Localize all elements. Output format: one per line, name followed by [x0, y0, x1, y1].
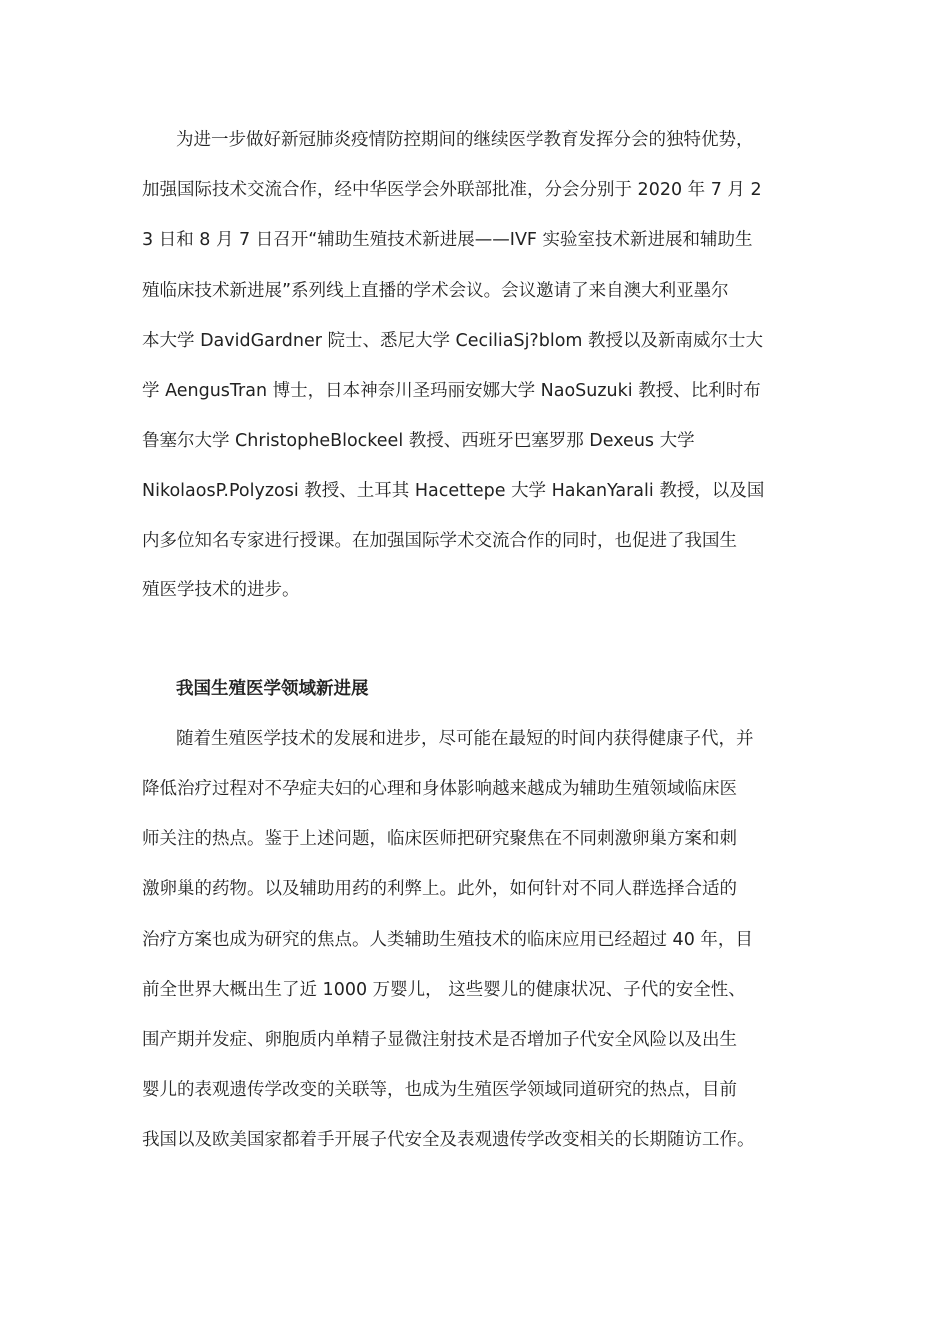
paragraph-1-line-9: 内多位知名专家进行授课。在加强国际学术交流合作的同时，也促进了我国生 — [142, 531, 737, 551]
paragraph-2-line-6: 前全世界大概出生了近 1000 万婴儿， 这些婴儿的健康状况、子代的安全性、 — [142, 980, 746, 1000]
paragraph-1-line-10: 殖医学技术的进步。 — [142, 580, 300, 600]
paragraph-1-line-2: 加强国际技术交流合作，经中华医学会外联部批准，分会分别于 2020 年 7 月 2 — [142, 180, 762, 200]
paragraph-1-line-7: 鲁塞尔大学 ChristopheBlockeel 教授、西班牙巴塞罗那 Dexeus 大学 — [142, 431, 695, 451]
section-heading: 我国生殖医学领域新进展 — [176, 679, 369, 699]
paragraph-1-line-3: 3 日和 8 月 7 日召开“辅助生殖技术新进展——IVF 实验室技术新进展和辅助生 — [142, 230, 753, 250]
paragraph-1-line-8: NikolaosP.Polyzosi 教授、土耳其 Hacettepe 大学 HakanYarali 教授，以及国 — [142, 481, 765, 501]
paragraph-1-line-1: 为进一步做好新冠肺炎疫情防控期间的继续医学教育发挥分会的独特优势， — [176, 130, 754, 150]
paragraph-2-line-9: 我国以及欧美国家都着手开展子代安全及表观遗传学改变相关的长期随访工作。 — [142, 1130, 755, 1150]
paragraph-1-line-4: 殖临床技术新进展”系列线上直播的学术会议。会议邀请了来自澳大利亚墨尔 — [142, 281, 729, 301]
paragraph-2-line-2: 降低治疗过程对不孕症夫妇的心理和身体影响越来越成为辅助生殖领域临床医 — [142, 779, 737, 799]
paragraph-2-line-3: 师关注的热点。鉴于上述问题，临床医师把研究聚焦在不同刺激卵巢方案和刺 — [142, 829, 737, 849]
paragraph-2-line-8: 婴儿的表观遗传学改变的关联等，也成为生殖医学领域同道研究的热点，目前 — [142, 1080, 737, 1100]
paragraph-2-line-1: 随着生殖医学技术的发展和进步，尽可能在最短的时间内获得健康子代，并 — [176, 729, 754, 749]
paragraph-2-line-7: 围产期并发症、卵胞质内单精子显微注射技术是否增加子代安全风险以及出生 — [142, 1030, 737, 1050]
paragraph-1-line-6: 学 AengusTran 博士，日本神奈川圣玛丽安娜大学 NaoSuzuki 教授、比利时布 — [142, 381, 761, 401]
paragraph-2-line-4: 激卵巢的药物。以及辅助用药的利弊上。此外，如何针对不同人群选择合适的 — [142, 879, 737, 899]
paragraph-1-line-5: 本大学 DavidGardner 院士、悉尼大学 CeciliaSj?blom 教授以及新南威尔士大 — [142, 331, 764, 351]
paragraph-2-line-5: 治疗方案也成为研究的焦点。人类辅助生殖技术的临床应用已经超过 40 年，目 — [142, 930, 753, 950]
